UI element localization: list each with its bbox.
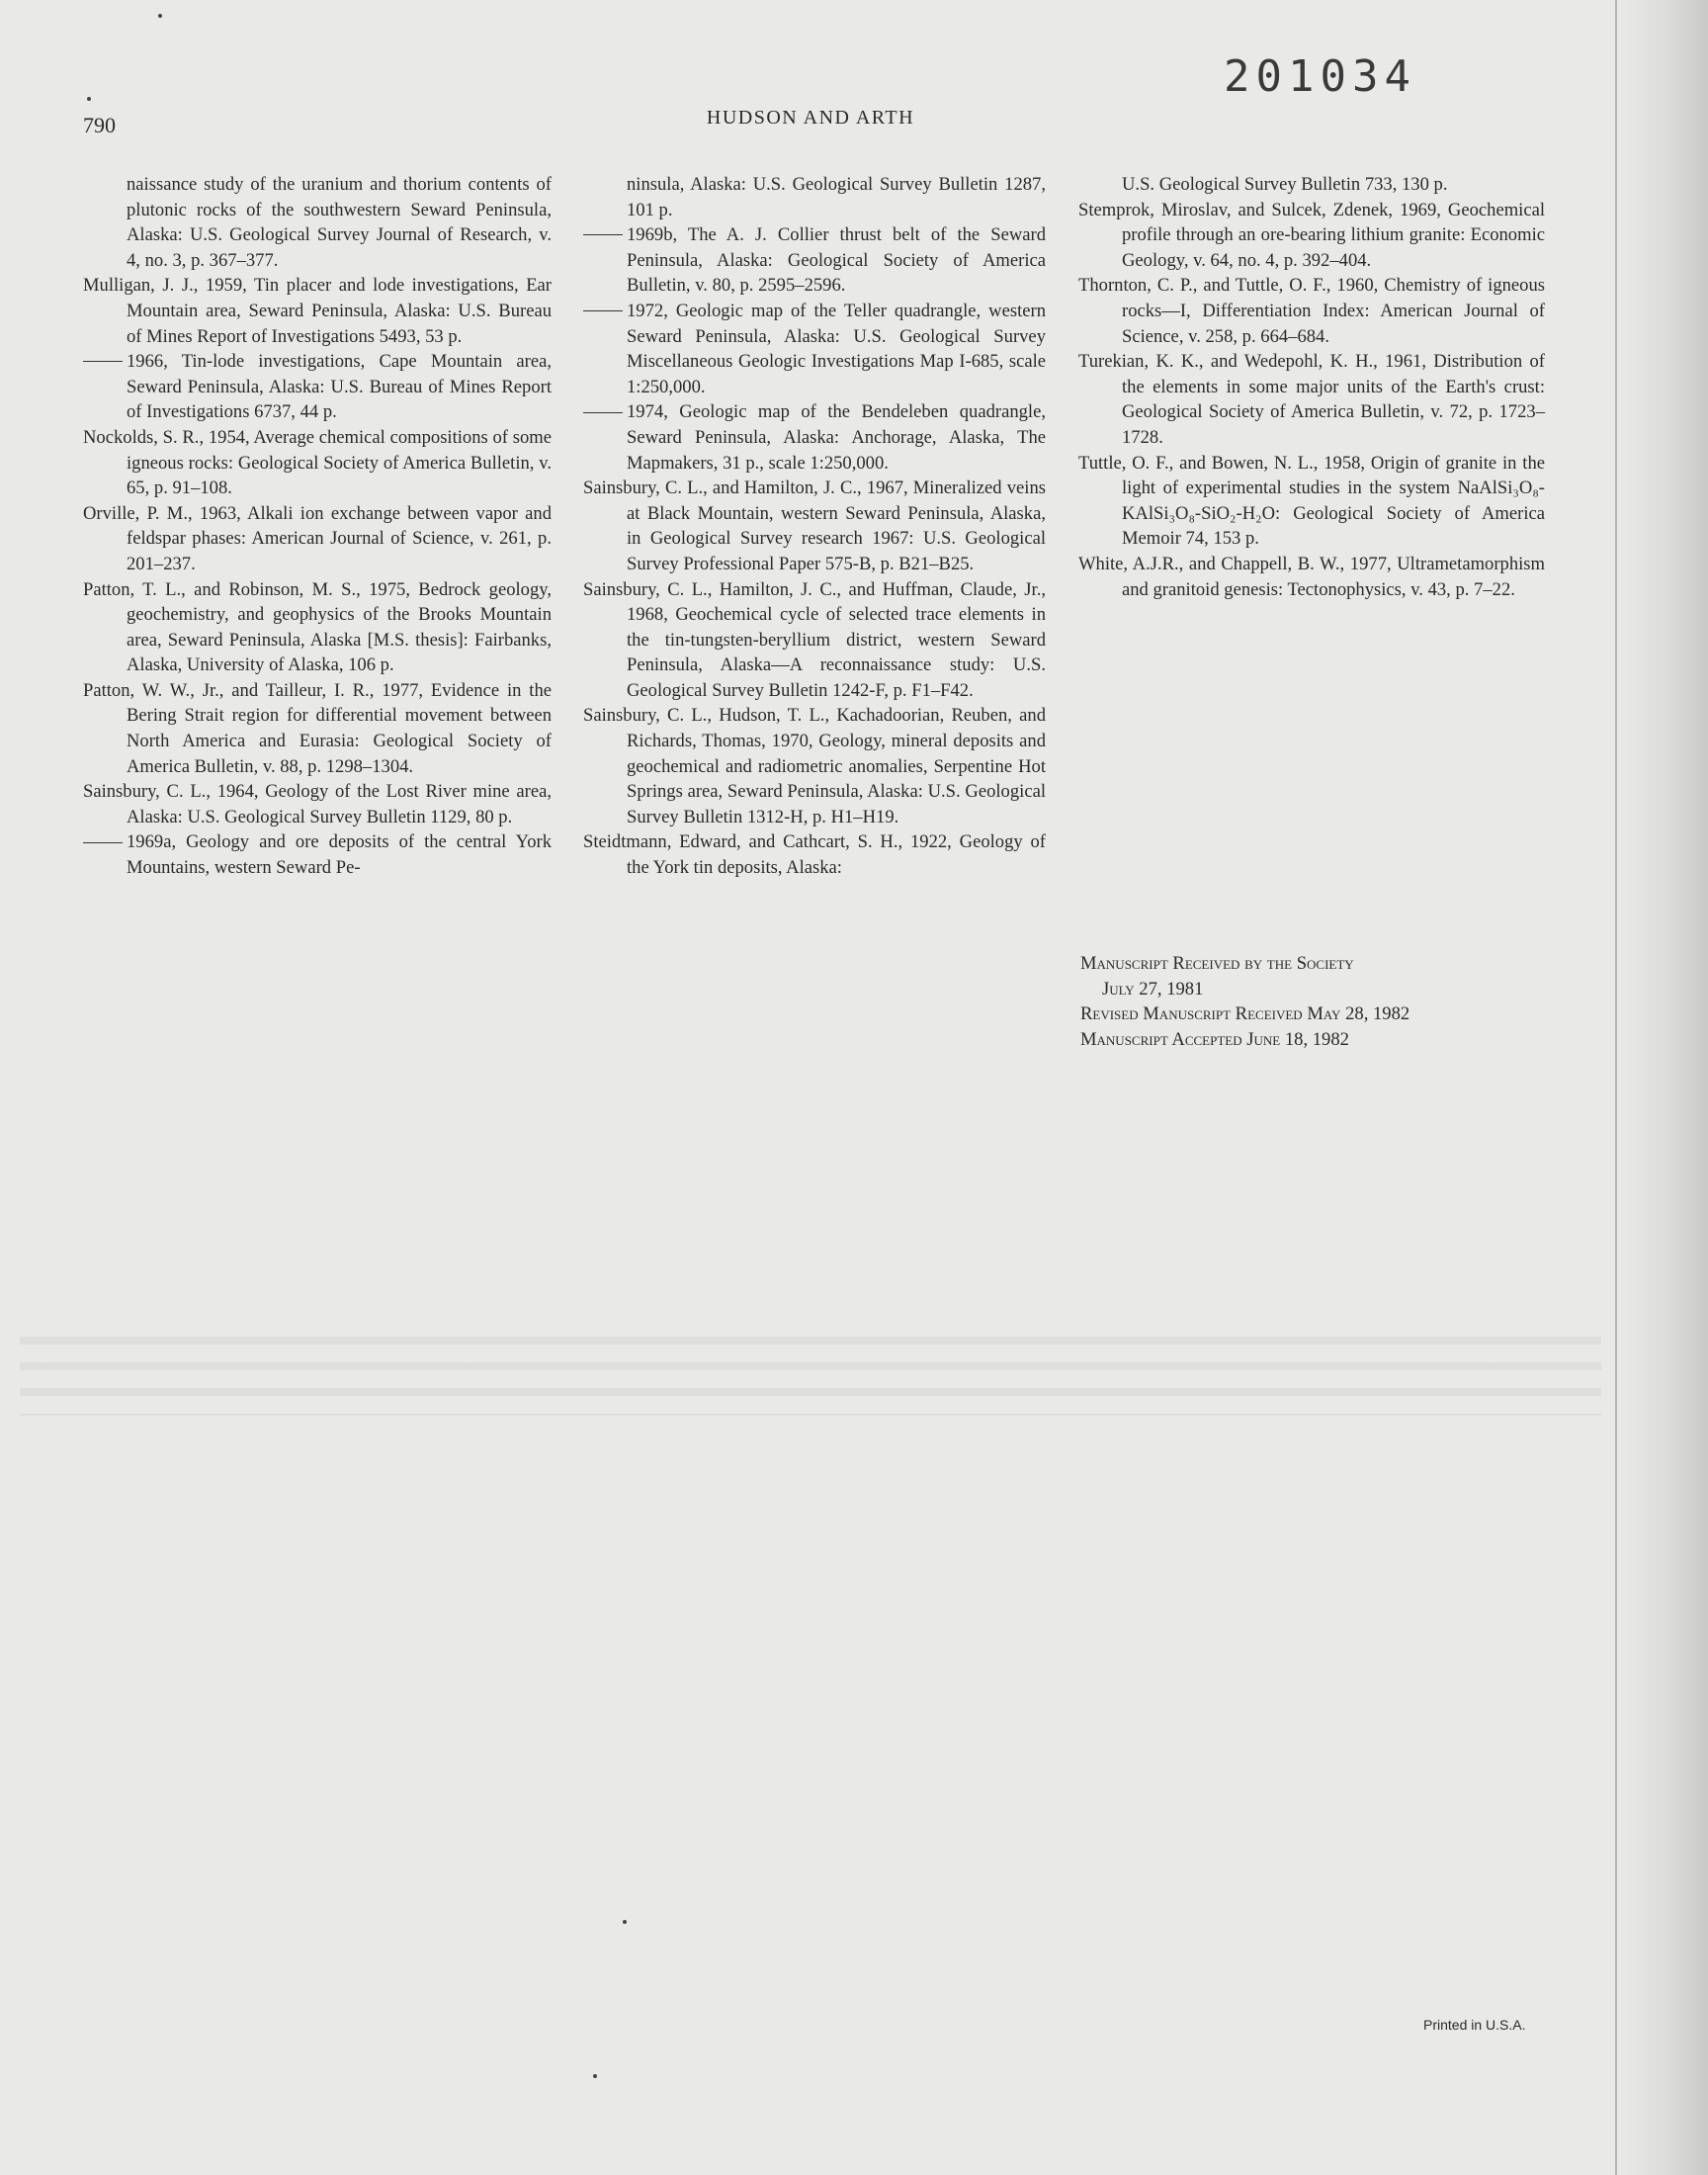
reference-text: Patton, W. W., Jr., and Tailleur, I. R., 1977, Evidence in the Bering Strait region for differential movement between North America and Eurasia: Geological Society of America Bulletin, v. 88, p. 1298–1304. <box>83 679 552 777</box>
ditto-dash <box>583 310 623 311</box>
accession-stamp: 201034 <box>1224 51 1416 102</box>
references-column-2 <box>583 172 1046 881</box>
reference-text: Steidtmann, Edward, and Cathcart, S. H., 1922, Geology of the York tin deposits, Alaska: <box>583 831 1046 879</box>
reference-entry <box>583 399 1046 476</box>
printed-in-usa: Printed in U.S.A. <box>1423 2017 1526 2033</box>
ditto-dash <box>83 361 123 362</box>
show-through-text <box>20 1337 1601 1416</box>
reference-entry <box>583 476 1046 576</box>
page-edge-shadow <box>1619 0 1708 2175</box>
references-column-3 <box>1078 172 1545 602</box>
reference-text: naissance study of the uranium and thorium contents of plutonic rocks of the southwestern Seward Peninsula, Alaska: U.S. Geological Survey Journal of Research, v. 4, no. 3, p. 367–377. <box>127 174 552 271</box>
page-edge-line <box>1615 0 1617 2175</box>
reference-entry <box>83 349 552 425</box>
scan-speck <box>593 2074 597 2078</box>
reference-text: Orville, P. M., 1963, Alkali ion exchange between vapor and feldspar phases: American Journal of Science, v. 261, p. 201–237. <box>83 502 552 574</box>
reference-text: Patton, T. L., and Robinson, M. S., 1975, Bedrock geology, geochemistry, and geophysics of the Brooks Mountain area, Seward Peninsula, Alaska [M.S. thesis]: Fairbanks, Alaska, University of Alaska, 106 p. <box>83 578 552 676</box>
ditto-dash <box>83 842 123 843</box>
reference-text: 1969b, The A. J. Collier thrust belt of the Seward Peninsula, Alaska: Geological Society of America Bulletin, v. 80, p. 2595–2596. <box>627 224 1046 297</box>
reference-text: 1972, Geologic map of the Teller quadrangle, western Seward Peninsula, Alaska: U.S. Geological Survey Miscellaneous Geologic Investigations Map I-685, scale 1:250,000. <box>627 300 1046 397</box>
references-column-1 <box>83 172 552 881</box>
reference-entry <box>1078 198 1545 274</box>
reference-text: Sainsbury, C. L., and Hamilton, J. C., 1967, Mineralized veins at Black Mountain, western Seward Peninsula, Alaska, in Geological Survey research 1967: U.S. Geological Survey Professional Paper 575-B, p. B21–B25. <box>583 478 1046 574</box>
reference-text: White, A.J.R., and Chappell, B. W., 1977, Ultrametamorphism and granitoid genesis: Tectonophysics, v. 43, p. 7–22. <box>1078 553 1545 600</box>
scan-speck <box>623 1920 627 1924</box>
reference-entry <box>1078 273 1545 349</box>
reference-text: 1974, Geologic map of the Bendeleben quadrangle, Seward Peninsula, Alaska: Anchorage, Alaska, The Mapmakers, 31 p., scale 1:250,000. <box>627 401 1046 474</box>
received-date: July 27, 1981 <box>1102 978 1204 1000</box>
ditto-dash <box>583 234 623 235</box>
reference-text: Tuttle, O. F., and Bowen, N. L., 1958, Origin of granite in the light of experimental studies in the system NaAlSi₃O₈-KAlSi₃O₈-SiO₂-H₂O: Geological Society of America Memoir 74, 153 p. <box>1078 452 1545 550</box>
reference-text: Stemprok, Miroslav, and Sulcek, Zdenek, 1969, Geochemical profile through an ore-bearing lithium granite: Economic Geology, v. 64, no. 4, p. 392–404. <box>1078 199 1545 271</box>
reference-text: Nockolds, S. R., 1954, Average chemical compositions of some igneous rocks: Geological Society of America Bulletin, v. 65, p. 91–108. <box>83 426 552 499</box>
reference-text: Turekian, K. K., and Wedepohl, K. H., 1961, Distribution of the elements in some major units of the Earth's crust: Geological Society of America Bulletin, v. 72, p. 1723–1728. <box>1078 351 1545 448</box>
ditto-dash <box>583 412 623 413</box>
reference-entry <box>583 703 1046 829</box>
accepted-label: Manuscript Accepted June 18, 1982 <box>1080 1028 1349 1050</box>
reference-text: U.S. Geological Survey Bulletin 733, 130 p. <box>1122 174 1448 195</box>
reference-entry <box>83 425 552 501</box>
reference-entry <box>83 501 552 577</box>
reference-entry <box>583 222 1046 299</box>
reference-text: 1966, Tin-lode investigations, Cape Mountain area, Seward Peninsula, Alaska: U.S. Bureau of Mines Report of Investigations 6737, 44 p. <box>127 351 552 423</box>
reference-text: ninsula, Alaska: U.S. Geological Survey Bulletin 1287, 101 p. <box>627 174 1046 220</box>
reference-entry <box>1078 349 1545 450</box>
reference-entry <box>583 577 1046 704</box>
received-label: Manuscript Received by the Society <box>1080 953 1354 974</box>
reference-text: Thornton, C. P., and Tuttle, O. F., 1960, Chemistry of igneous rocks—I, Differentiation Index: American Journal of Science, v. 258, p. 664–684. <box>1078 275 1545 347</box>
reference-entry <box>1078 451 1545 552</box>
revised-label: Revised Manuscript Received May 28, 1982 <box>1080 1003 1410 1025</box>
scan-speck <box>87 97 91 101</box>
reference-text: Sainsbury, C. L., 1964, Geology of the Lost River mine area, Alaska: U.S. Geological Survey Bulletin 1129, 80 p. <box>83 781 552 827</box>
reference-entry <box>83 273 552 349</box>
reference-entry <box>1078 552 1545 602</box>
reference-entry <box>83 829 552 880</box>
reference-text: Sainsbury, C. L., Hamilton, J. C., and Huffman, Claude, Jr., 1968, Geochemical cycle of selected trace elements in the tin-tungsten-beryllium district, western Seward Peninsula, Alaska—A reconnaissance study: U.S. Geological Survey Bulletin 1242-F, p. F1–F42. <box>583 578 1046 701</box>
reference-text: 1969a, Geology and ore deposits of the central York Mountains, western Seward Pe- <box>127 831 552 879</box>
reference-entry <box>583 829 1046 880</box>
scan-speck <box>158 14 162 18</box>
reference-entry <box>1078 172 1545 198</box>
reference-entry <box>83 577 552 678</box>
reference-entry <box>83 172 552 273</box>
reference-entry <box>583 299 1046 399</box>
reference-entry <box>83 678 552 779</box>
reference-text: Sainsbury, C. L., Hudson, T. L., Kachadoorian, Reuben, and Richards, Thomas, 1970, Geology, mineral deposits and geochemical and radiometric anomalies, Serpentine Hot Springs area, Seward Peninsula, Alaska: U.S. Geological Survey Bulletin 1312-H, p. H1–H19. <box>583 705 1046 827</box>
page-number: 790 <box>83 113 116 137</box>
reference-entry <box>583 172 1046 222</box>
reference-text: Mulligan, J. J., 1959, Tin placer and lode investigations, Ear Mountain area, Seward Peninsula, Alaska: U.S. Bureau of Mines Report of Investigations 5493, 53 p. <box>83 275 552 347</box>
manuscript-dates <box>1080 951 1409 1052</box>
running-head: HUDSON AND ARTH <box>706 107 915 129</box>
reference-entry <box>83 779 552 829</box>
